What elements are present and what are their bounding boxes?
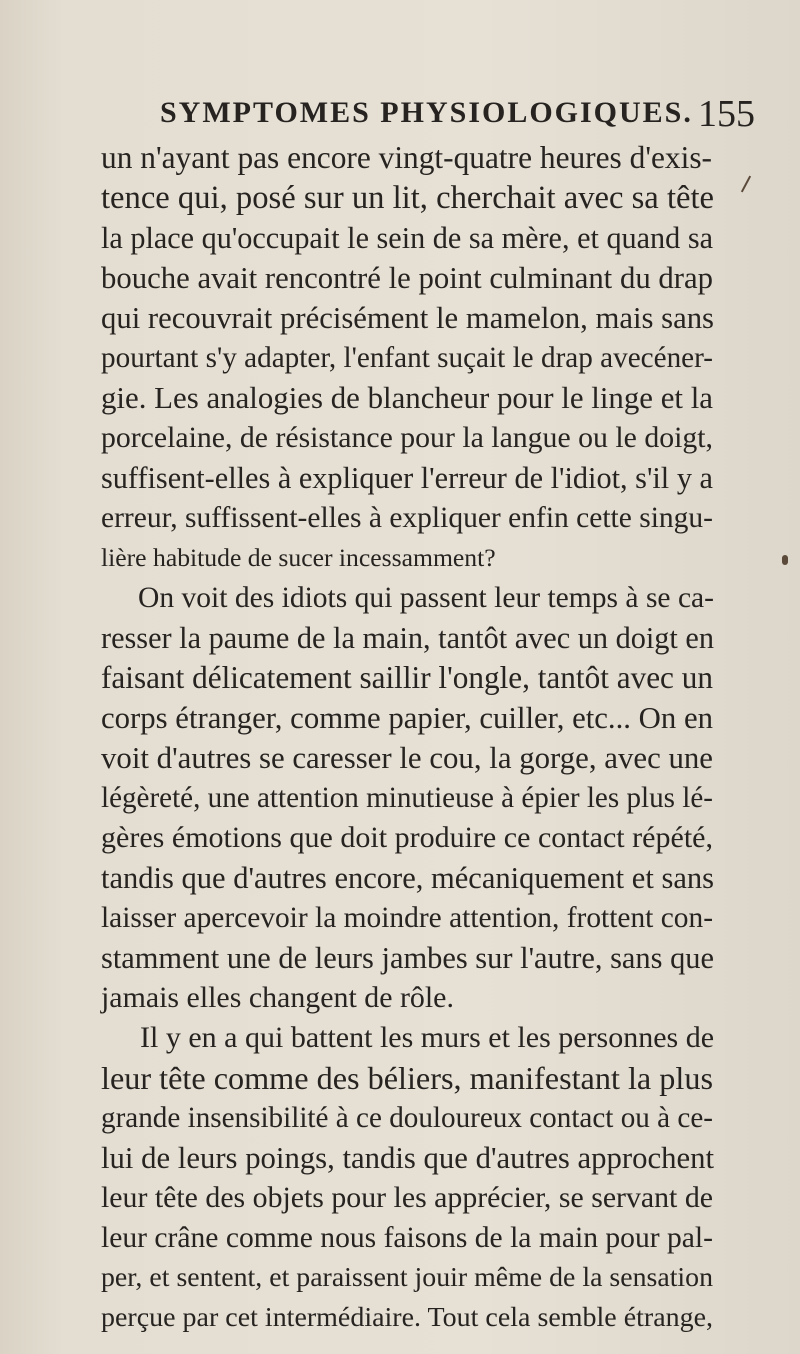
- text-line-content: per, et sentent, et paraissent jouir même de la sensation: [101, 1262, 713, 1293]
- text-line-content: lui de leurs poings, tandis que d'autres approchent: [101, 1141, 714, 1175]
- text-line: [101, 378, 713, 418]
- text-line-content: Il y en a qui battent les murs et les personnes de: [140, 1021, 714, 1054]
- text-line-content: suffisent-elles à expliquer l'erreur de l'idiot, s'il y a: [101, 461, 713, 495]
- text-line: [101, 818, 713, 858]
- text-line-content: gie. Les analogies de blancheur pour le linge et la: [101, 381, 713, 415]
- text-line-content: leur tête comme des béliers, manifestant la plus: [101, 1060, 713, 1096]
- running-title: SYMPTOMES PHYSIOLOGIQUES.: [160, 96, 693, 129]
- text-line-content: resser la paume de la main, tantôt avec un doigt en: [101, 621, 714, 655]
- text-line: [101, 1298, 713, 1338]
- text-line: [101, 618, 714, 658]
- text-line-content: lière habitude de sucer incessamment?: [101, 543, 496, 572]
- text-line: [101, 1138, 714, 1178]
- text-line: [101, 138, 712, 178]
- text-line-content: pourtant s'y adapter, l'enfant suçait le drap avecéner-: [101, 342, 713, 374]
- text-line: [101, 938, 714, 978]
- text-line-content: faisant délicatement saillir l'ongle, tantôt avec un: [101, 660, 713, 695]
- text-line-content: leur crâne comme nous faisons de la main pour pal-: [101, 1222, 713, 1254]
- text-line: [101, 1178, 713, 1218]
- margin-mark: [782, 555, 788, 565]
- text-line: [101, 538, 496, 578]
- text-line: [101, 498, 713, 538]
- text-line-content: gères émotions que doit produire ce contact répété,: [101, 821, 713, 854]
- text-line: [101, 458, 713, 498]
- text-line-content: laisser apercevoir la moindre attention, frottent con-: [101, 902, 713, 934]
- text-line-content: voit d'autres se caresser le cou, la gorge, avec une: [101, 741, 713, 775]
- text-line: [101, 1218, 713, 1258]
- text-line-content: perçue par cet intermédiaire. Tout cela semble étrange,: [101, 1302, 713, 1333]
- text-line-content: tence qui, posé sur un lit, cherchait avec sa tête: [101, 180, 714, 216]
- margin-mark: [741, 176, 751, 193]
- text-line: [101, 738, 713, 778]
- text-line: [101, 778, 713, 818]
- text-line-content: grande insensibilité à ce douloureux contact ou à ce-: [101, 1102, 713, 1134]
- text-line: [101, 258, 713, 298]
- text-line: [101, 178, 714, 218]
- text-line-content: tandis que d'autres encore, mécaniquement et sans: [101, 861, 714, 895]
- page-number: 155: [698, 93, 755, 135]
- text-line-content: qui recouvrait précisément le mamelon, mais sans: [101, 301, 714, 335]
- text-line-content: porcelaine, de résistance pour la langue ou le doigt,: [101, 421, 713, 454]
- text-line: [101, 978, 454, 1018]
- text-line-content: légèreté, une attention minutieuse à épier les plus lé-: [101, 782, 713, 814]
- text-line: [101, 698, 713, 738]
- text-line: [101, 858, 714, 898]
- text-line-content: corps étranger, comme papier, cuiller, etc... On en: [101, 701, 713, 735]
- text-line-content: un n'ayant pas encore vingt-quatre heures d'exis-: [101, 140, 712, 175]
- text-line-content: bouche avait rencontré le point culminant du drap: [101, 261, 713, 295]
- text-line-content: jamais elles changent de rôle.: [101, 981, 454, 1014]
- text-line: [101, 1258, 713, 1298]
- text-line: [101, 338, 713, 378]
- text-line: [101, 1058, 713, 1098]
- text-line: [101, 658, 713, 698]
- text-line: [101, 898, 713, 938]
- text-line-content: leur tête des objets pour les apprécier, se servant de: [101, 1181, 713, 1214]
- text-line: [101, 418, 713, 458]
- text-line-content: stamment une de leurs jambes sur l'autre, sans que: [101, 941, 714, 975]
- page-header: [0, 93, 800, 136]
- text-line: [101, 298, 714, 338]
- text-line-content: On voit des idiots qui passent leur temps à se ca-: [138, 582, 714, 614]
- text-line: [101, 218, 713, 258]
- text-line-content: erreur, suffissent-elles à expliquer enfin cette singu-: [101, 502, 713, 534]
- text-line: [138, 578, 714, 618]
- text-line-content: la place qu'occupait le sein de sa mère, et quand sa: [101, 221, 713, 255]
- text-line: [140, 1018, 714, 1058]
- text-line: [101, 1098, 713, 1138]
